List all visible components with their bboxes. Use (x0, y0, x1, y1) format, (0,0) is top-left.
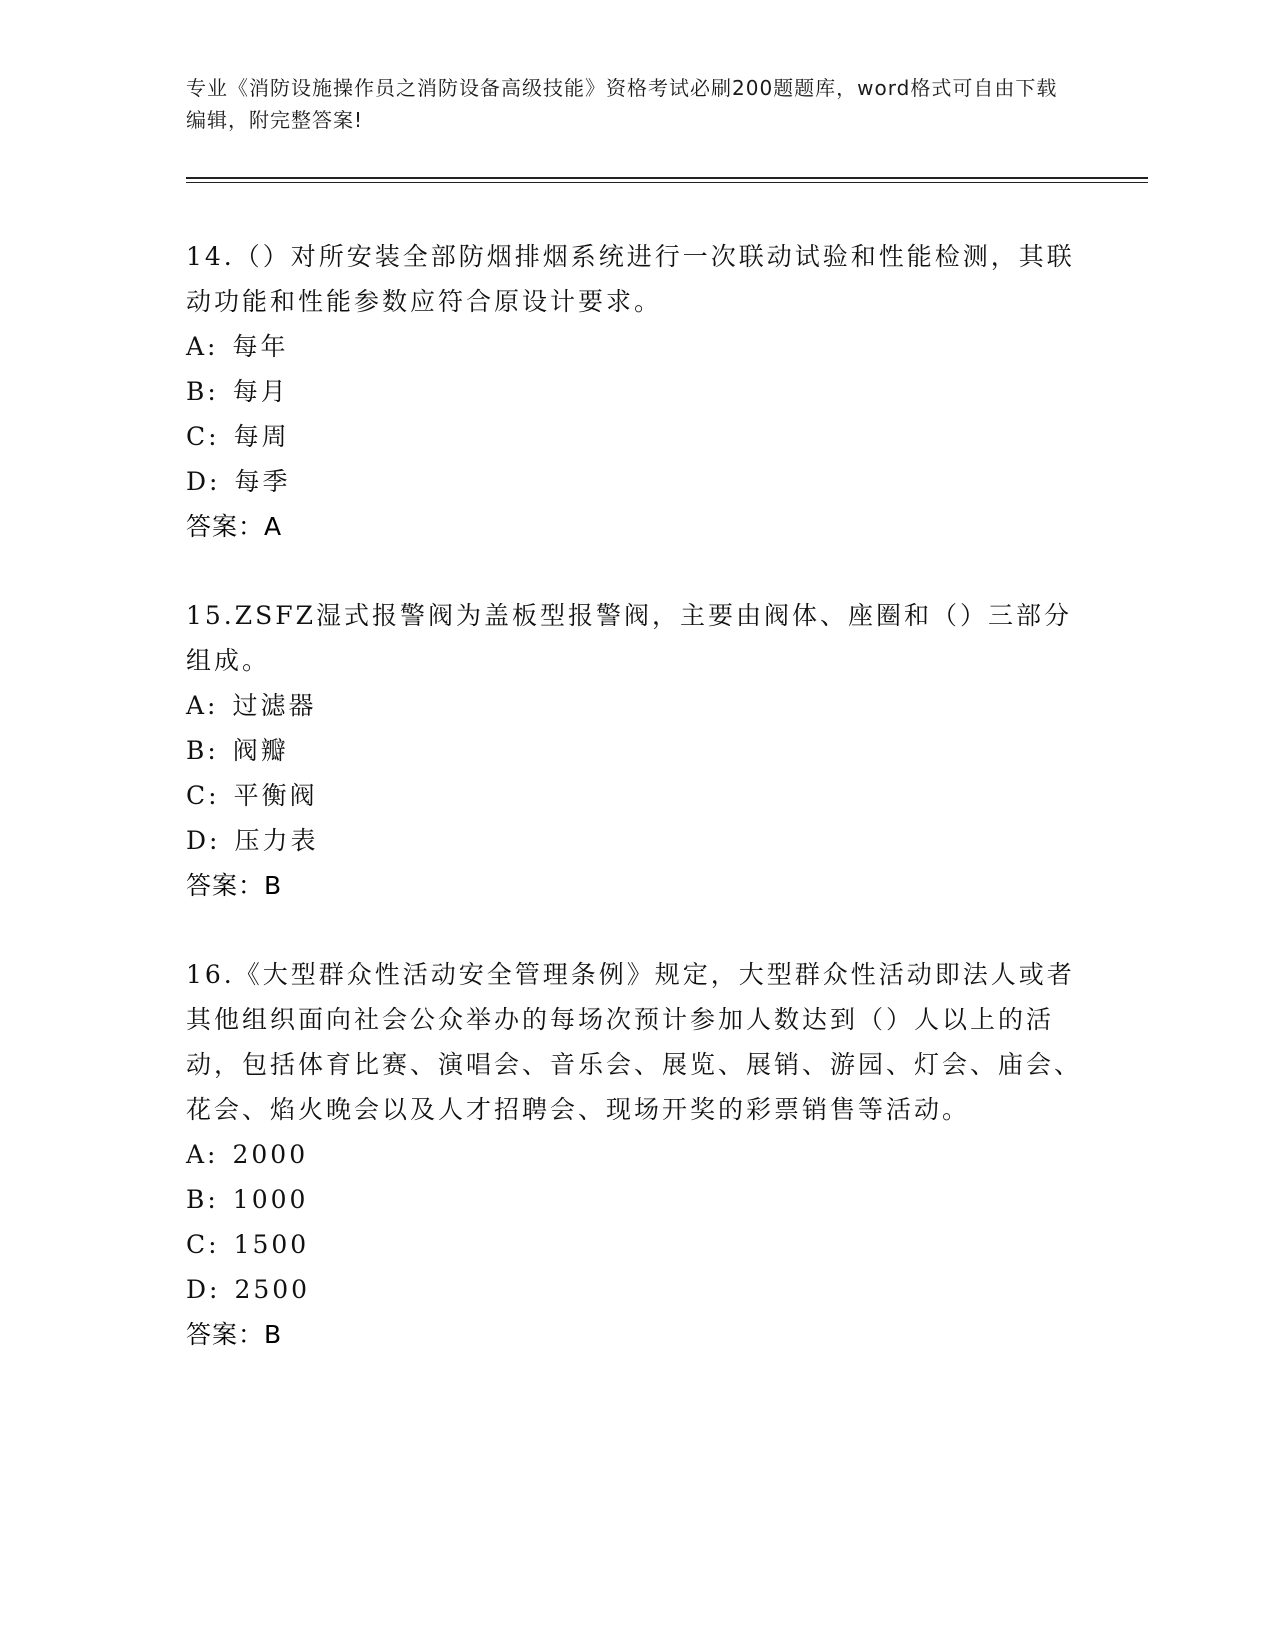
option-text: 2500 (234, 1275, 311, 1304)
option-b (186, 1177, 1086, 1222)
option-text: 每月 (232, 377, 289, 406)
option-text: 每季 (234, 467, 291, 496)
answer-label: 答案：B (186, 871, 283, 900)
option-d (186, 459, 1086, 504)
option-letter: B: (186, 1185, 219, 1214)
question-list (186, 234, 1086, 1401)
option-c (186, 1222, 1086, 1267)
option-text: 平衡阀 (233, 781, 318, 810)
option-text: 1000 (232, 1185, 309, 1214)
answer-label: 答案：B (186, 1320, 283, 1349)
option-a (186, 1132, 1086, 1177)
option-c (186, 773, 1086, 818)
option-text: 阀瓣 (232, 736, 289, 765)
option-text: 1500 (233, 1230, 310, 1259)
header-divider (186, 177, 1148, 183)
question-text: 16.《大型群众性活动安全管理条例》规定，大型群众性活动即法人或者其他组织面向社会公众举办的每场次预计参加人数达到（）人以上的活动，包括体育比赛、演唱会、音乐会、展览、展销、游园、灯会、庙会、花会、焰火晚会以及人才招聘会、现场开奖的彩票销售等活动。 (186, 960, 1083, 1124)
option-letter: D: (186, 467, 221, 496)
option-a (186, 324, 1086, 369)
option-letter: D: (186, 1275, 221, 1304)
option-letter: C: (186, 422, 220, 451)
option-b (186, 728, 1086, 773)
question-text: 15.ZSFZ湿式报警阀为盖板型报警阀，主要由阀体、座圈和（）三部分组成。 (186, 601, 1072, 675)
option-text: 2000 (232, 1140, 309, 1169)
option-letter: C: (186, 1230, 220, 1259)
option-letter: B: (186, 377, 219, 406)
option-letter: C: (186, 781, 220, 810)
option-d (186, 818, 1086, 863)
question-text: 14.（）对所安装全部防烟排烟系统进行一次联动试验和性能检测，其联动功能和性能参数应符合原设计要求。 (186, 242, 1075, 316)
question-16 (186, 952, 1086, 1357)
option-a (186, 683, 1086, 728)
answer-label: 答案：A (186, 512, 283, 541)
option-letter: D: (186, 826, 221, 855)
option-letter: A: (186, 1140, 219, 1169)
option-d (186, 1267, 1086, 1312)
option-letter: A: (186, 691, 219, 720)
option-text: 每年 (232, 332, 289, 361)
option-text: 每周 (233, 422, 290, 451)
question-14 (186, 234, 1086, 549)
option-text: 过滤器 (232, 691, 317, 720)
option-letter: B: (186, 736, 219, 765)
option-letter: A: (186, 332, 219, 361)
question-15 (186, 593, 1086, 908)
option-c (186, 414, 1086, 459)
page-header: 专业《消防设施操作员之消防设备高级技能》资格考试必刷200题题库，word格式可自由下载编辑，附完整答案! (186, 76, 1058, 132)
option-text: 压力表 (234, 826, 319, 855)
option-b (186, 369, 1086, 414)
